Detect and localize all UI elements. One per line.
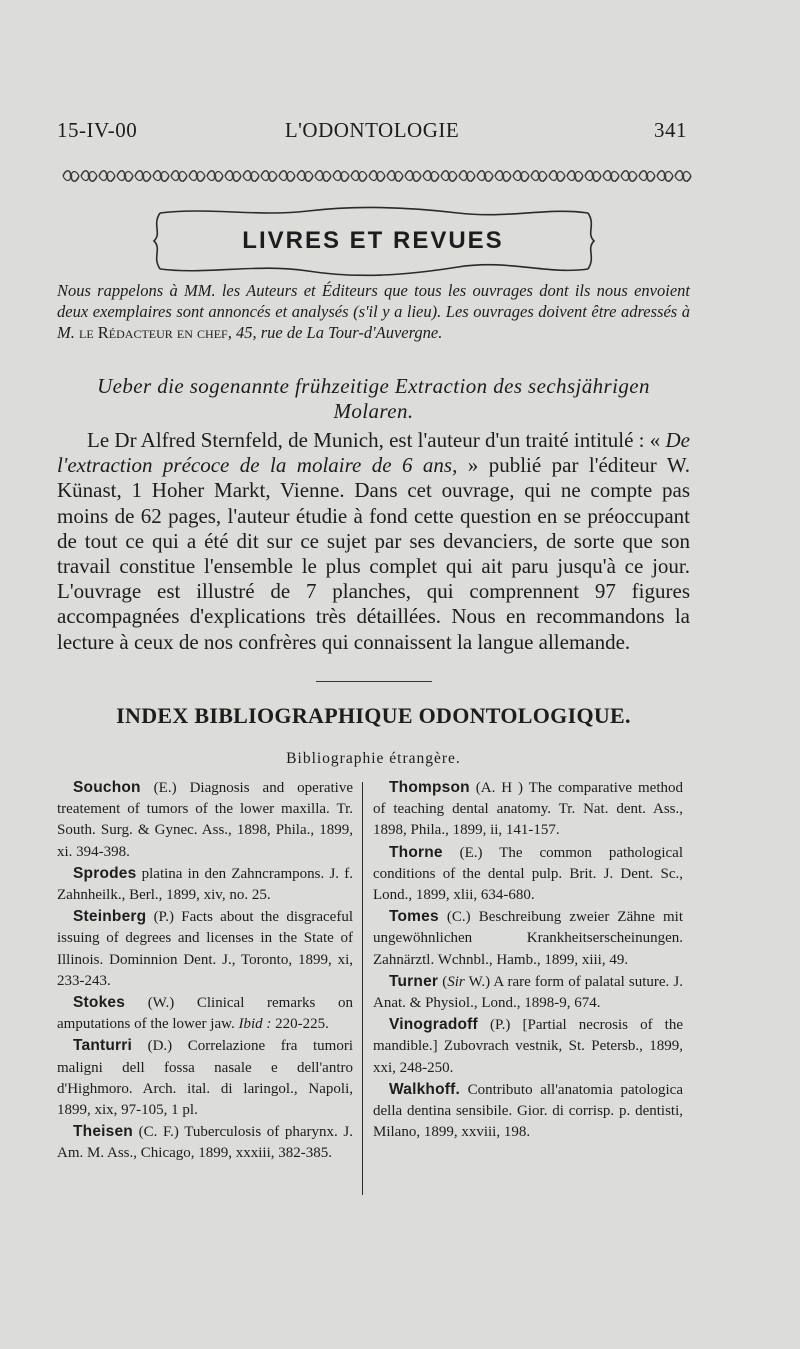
section-title-frame [148, 205, 598, 277]
notice-text-2: 45, rue de La Tour-d'Auvergne. [231, 323, 443, 342]
section-divider [316, 681, 432, 682]
entry-author: Stokes [73, 994, 126, 1012]
entry-author: Thorne [389, 843, 443, 861]
entry-author: Tanturri [73, 1037, 133, 1055]
entry-text: Contributo all'anatomia patologica della dentina sensibile. Gior. di corrisp. p. dentisti, Milano, 1899, xxviii, 198. [373, 1081, 683, 1141]
bibliography-entry [373, 1079, 683, 1144]
bibliography-column-right [373, 777, 683, 1143]
review-title: Ueber die sogenannte frühzeitige Extraction des sechsjährigen Molaren. [97, 374, 650, 423]
entry-author: Vinogradoff [389, 1016, 478, 1034]
entry-author: Steinberg [73, 908, 147, 926]
review-book-title: De l'extraction précoce de la molaire de 6 ans, [57, 428, 690, 478]
entry-text: (C.) Beschreibung zweier Zähne mit ungewöhnlichen Krankheitserscheinungen. Zahnärztl. Wchnbl., Hamb., 1899, xiii, 49. [373, 909, 683, 968]
entry-author: Walkhoff. [389, 1080, 460, 1098]
header-journal: L'ODONTOLOGIE [284, 118, 460, 142]
index-subtitle: Bibliographie étrangère. [286, 750, 461, 767]
entry-author: Tomes [389, 908, 439, 926]
bibliography-column-left [57, 777, 353, 1165]
entry-text: (P.) Facts about the disgraceful issuing of degrees and licenses in the State of Illinois. Dominnion Dent. J., Toronto, 1899, xi, 233-243. [57, 909, 353, 989]
entry-text-after: 220-225. [271, 1016, 329, 1033]
notice-text-1: Nous rappelons à MM. les Auteurs et Éditeurs que tous les ouvrages dont ils nous envoient deux exemplaires sont annoncés et analysés (s'il y a lieu). Les ouvrages doivent être adressés à M. [57, 281, 690, 342]
editorial-notice [57, 280, 690, 343]
bibliography-entry [57, 1035, 353, 1121]
entry-text-after: W.) A rare form of palatal suture. J. Anat. & Physiol., Lond., 1898-9, 674. [373, 973, 683, 1012]
notice-recipient: le Rédacteur en chef, [79, 323, 232, 342]
column-divider [362, 782, 363, 1195]
bibliography-entry [57, 1121, 353, 1164]
entry-text: ( [438, 973, 448, 990]
entry-italic: Ibid : [238, 1016, 272, 1033]
bibliography-entry [57, 777, 353, 863]
bibliography-entry [373, 842, 683, 907]
entry-author: Sprodes [73, 864, 137, 882]
entry-text: (C. F.) Tuberculosis of pharynx. J. Am. M. Ass., Chicago, 1899, xxxiii, 382-385. [57, 1124, 353, 1162]
entry-author: Turner [389, 972, 439, 990]
running-header [57, 118, 687, 152]
section-title: LIVRES ET REVUES [242, 227, 504, 254]
entry-author: Theisen [73, 1123, 133, 1141]
review-paragraph [57, 428, 690, 655]
bibliography-entry [57, 863, 353, 906]
review-text-2: » publié par l'éditeur W. Künast, 1 Hoher Markt, Vienne. Dans cet ouvrage, qui ne compte pas moins de 62 pages, l'auteur étudie à fond cette question en se préoccupant de tout ce qui a été dit sur ce sujet par ses devanciers, de sorte que son travail constitue l'ensemble le plus complet qui ait paru jusqu'à ce jour. L'ouvrage est illustré de 7 planches, qui comprennent 97 figures accompagnées d'explications très détaillées. Nous en recommandons la lecture à ceux de nos confrères qui connaissent la langue allemande. [57, 453, 690, 654]
entry-text: platina in den Zahncrampons. J. f. Zahnheilk., Berl., 1899, xiv, no. 25. [57, 865, 353, 904]
bibliography-entry [373, 1014, 683, 1079]
entry-text: (D.) Correlazione fra tumori maligni dell fossa nasale e dell'antro d'Highmoro. Arch. ital. di laringol., Napoli, 1899, xix, 97-105, 1 pl. [57, 1038, 353, 1119]
entry-author: Souchon [73, 779, 141, 796]
entry-text: (P.) [Partial necrosis of the mandible.] Zubovrach vestnik, St. Petersb., 1899, xxi, 248-250. [373, 1017, 683, 1076]
bibliography-entry [57, 906, 353, 992]
bibliography-entry [57, 992, 353, 1035]
review-text-1: Le Dr Alfred Sternfeld, de Munich, est l'auteur d'un traité intitulé : « [87, 428, 666, 452]
entry-author: Thompson [389, 779, 470, 796]
header-date: 15-IV-00 [57, 118, 138, 142]
bibliography-entry [373, 906, 683, 971]
entry-italic: Sir [447, 973, 465, 990]
entry-text: (A. H ) The comparative method of teaching dental anatomy. Tr. Nat. dent. Ass., 1898, Phila., 1899, ii, 141-157. [373, 780, 683, 839]
ornament-border [62, 166, 692, 186]
bibliography-entry [373, 777, 683, 842]
review-body [57, 428, 690, 655]
bibliography-entry [373, 971, 683, 1014]
entry-text: (W.) Clinical remarks on amputations of the lower jaw. [57, 995, 353, 1033]
entry-text: (E.) The common pathological conditions of the dental pulp. Brit. J. Dent. Sc., Lond., 1899, xlii, 634-680. [373, 844, 683, 904]
index-title: INDEX BIBLIOGRAPHIQUE ODONTOLOGIQUE. [116, 703, 631, 728]
header-page-number: 341 [654, 118, 687, 142]
entry-text: (E.) Diagnosis and operative treatement of tumors of the lower maxilla. Tr. South. Surg. & Gynec. Ass., 1898, Phila., 1899, xi. 394-398. [57, 780, 353, 860]
